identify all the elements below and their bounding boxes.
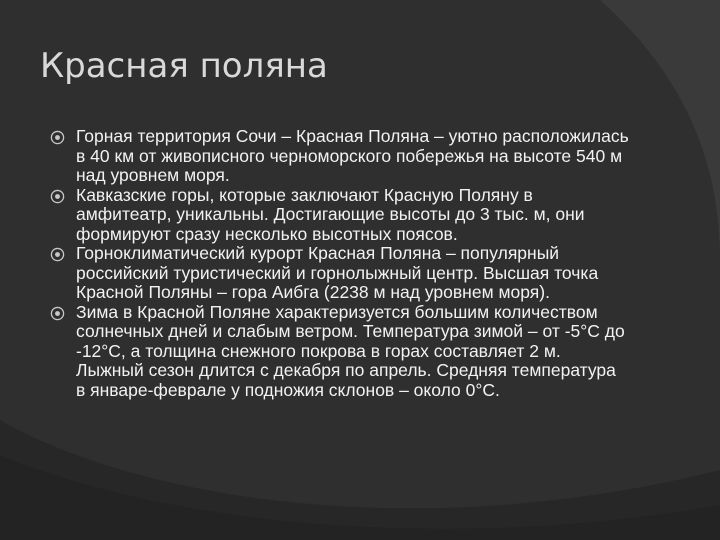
bullet-item <box>50 303 630 401</box>
bullet-text: Горная территория Сочи – Красная Поляна – уютно расположилась в 40 км от живописного черноморского побережья на высоте 540 м над уровнем моря. <box>76 126 629 185</box>
bullet-item <box>50 186 630 245</box>
bullet-text: Кавказские горы, которые заключают Красную Поляну в амфитеатр, уникальны. Достигающие высоты до 3 тыс. м, они формируют сразу несколько высотных поясов. <box>76 184 585 244</box>
circled-dot-icon <box>50 189 65 204</box>
circled-dot-icon <box>50 130 65 145</box>
bullet-item <box>50 244 630 303</box>
bullet-text: Горноклиматический курорт Красная Поляна – популярный российский туристический и горнолыжный центр. Высшая точка Красной Поляны – гора Аибга (2238 м над уровнем моря). <box>76 243 599 302</box>
bullet-item <box>50 127 630 186</box>
circled-dot-icon <box>50 306 65 321</box>
bullet-list <box>50 127 630 400</box>
circled-dot-icon <box>50 247 65 262</box>
bullet-text: Зима в Красной Поляне характеризуется большим количеством солнечных дней и слабым ветром. Температура зимой – от -5°С до -12°С, а толщина снежного покрова в горах составляет 2 м. Лыжный сезон длится с декабря по апрель. Средняя температура в январе-феврале у подножия склонов – около 0°С. <box>76 301 625 400</box>
slide-title: Красная поляна <box>40 46 328 86</box>
